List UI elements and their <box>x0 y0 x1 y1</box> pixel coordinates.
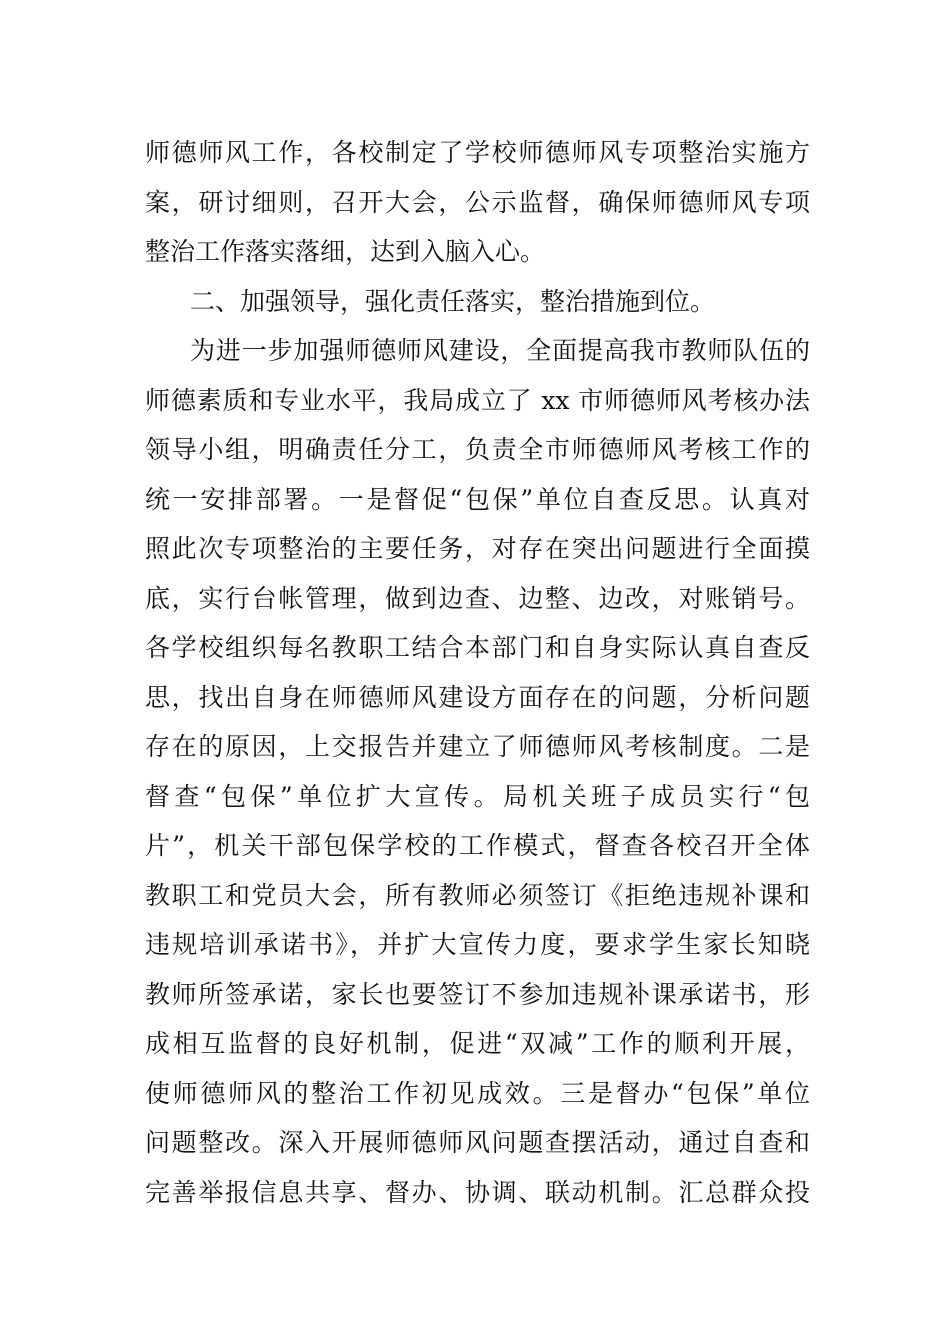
text-line: 师德素质和专业水平，我局成立了 xx 市师德师风考核办法 <box>145 385 810 415</box>
text-line: 师德师风工作，各校制定了学校师德师风专项整治实施方 <box>145 138 810 167</box>
text-line: 各学校组织每名教职工结合本部门和自身实际认真自查反 <box>145 633 810 662</box>
text-line: 成相互监督的良好机制，促进“双减”工作的顺利开展， <box>145 1029 810 1058</box>
text-line: 违规培训承诺书》，并扩大宣传力度，要求学生家长知晓 <box>145 930 810 959</box>
text-line: 领导小组，明确责任分工，负责全市师德师风考核工作的 <box>145 435 810 464</box>
text-line: 教职工和党员大会，所有教师必须签订《拒绝违规补课和 <box>145 880 810 910</box>
text-line: 存在的原因，上交报告并建立了师德师风考核制度。二是 <box>145 732 810 761</box>
text-line: 为进一步加强师德师风建设，全面提高我市教师队伍的 <box>190 336 810 365</box>
text-line: 案，研讨细则，召开大会，公示监督，确保师德师风专项 <box>145 187 810 217</box>
text-line: 整治工作落实落细，达到入脑入心。 <box>145 237 546 266</box>
text-line: 统一安排部署。一是督促“包保”单位自查反思。认真对 <box>145 484 810 514</box>
text-line: 使师德师风的整治工作初见成效。三是督办“包保”单位 <box>145 1078 810 1108</box>
section-heading: 二、加强领导，强化责任落实，整治措施到位。 <box>190 286 716 316</box>
text-line: 底，实行台帐管理，做到边查、边整、边改，对账销号。 <box>145 583 810 613</box>
text-line: 思，找出自身在师德师风建设方面存在的问题，分析问题 <box>145 682 810 712</box>
text-line: 完善举报信息共享、督办、协调、联动机制。汇总群众投 <box>145 1177 810 1207</box>
body-text <box>145 128 810 1217</box>
text-line: 督查“包保”单位扩大宣传。局机关班子成员实行“包 <box>145 781 810 811</box>
text-line: 照此次专项整治的主要任务，对存在突出问题进行全面摸 <box>145 534 810 563</box>
text-line: 片”，机关干部包保学校的工作模式，督查各校召开全体 <box>145 831 810 860</box>
text-line: 问题整改。深入开展师德师风问题查摆活动，通过自查和 <box>145 1128 810 1157</box>
text-line: 教师所签承诺，家长也要签订不参加违规补课承诺书，形 <box>145 979 810 1009</box>
